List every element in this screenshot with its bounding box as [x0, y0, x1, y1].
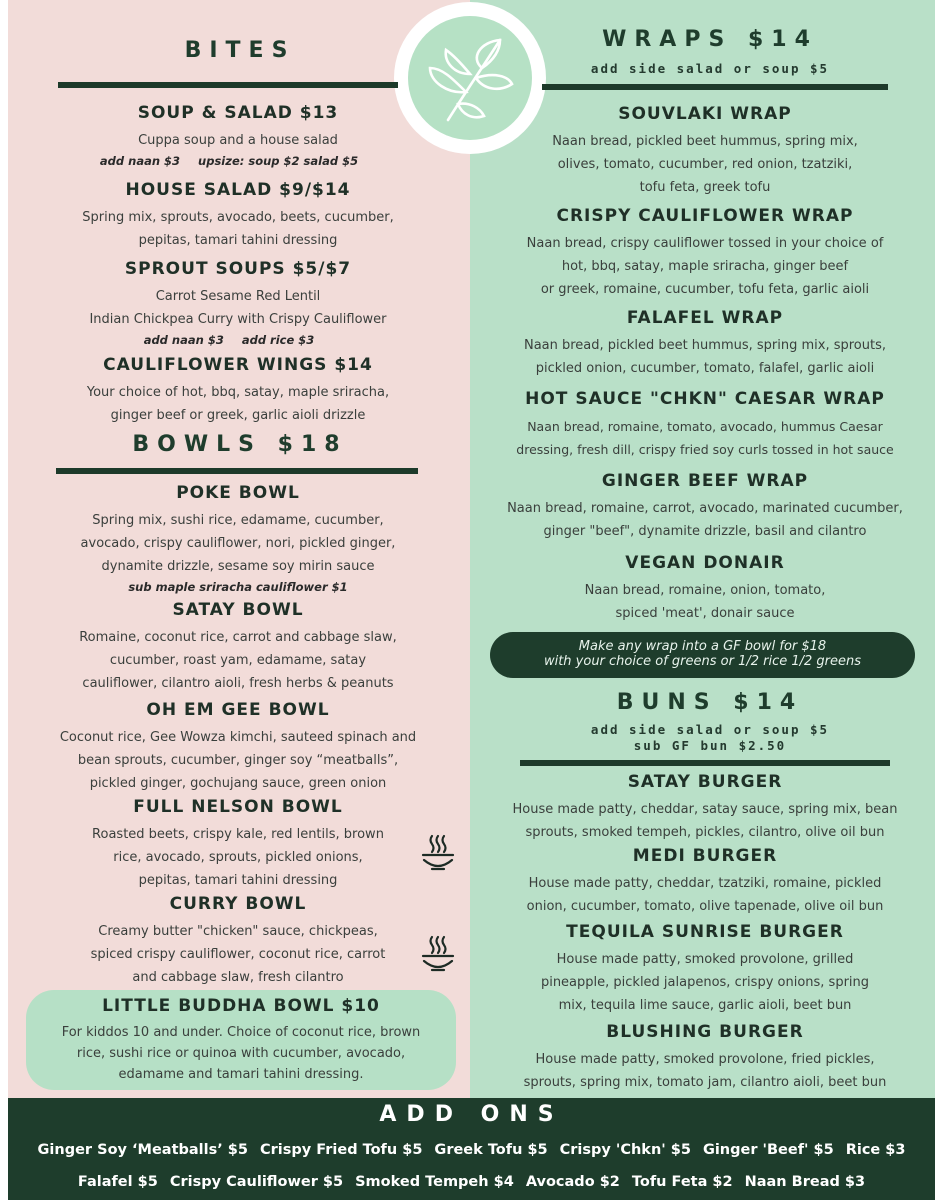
menu-item-ginger-beef-wrap	[482, 471, 928, 543]
item-desc: For kiddos 10 and under. Choice of coconut rice, brown rice, sushi rice or quinoa with cucumber, avocado, edamame and tamari tahini dressing.	[61, 1025, 421, 1082]
item-desc: Naan bread, romaine, tomato, avocado, hummus Caesar dressing, fresh dill, crispy fried soy curls tossed in hot sauce	[516, 419, 894, 457]
buns-subtitle: add side salad or soup $5 sub GF bun $2.50	[590, 722, 830, 753]
item-name: GINGER BEEF WRAP	[601, 471, 809, 491]
wraps-heading: WRAPS $14	[602, 27, 818, 52]
item-name: SOUVLAKI WRAP	[618, 104, 792, 124]
item-name: MEDI BURGER	[632, 846, 778, 866]
item-desc: Your choice of hot, bbq, satay, maple sriracha, ginger beef or greek, garlic aioli drizzle	[86, 385, 390, 423]
item-note: add naan $3 add rice $3	[143, 333, 315, 347]
menu-item-falafel-wrap	[482, 308, 928, 380]
item-name: BLUSHING BURGER	[606, 1022, 804, 1042]
item-name: VEGAN DONAIR	[625, 553, 785, 573]
item-desc: Naan bread, romaine, onion, tomato, spiced 'meat', donair sauce	[584, 583, 826, 621]
item-desc: Naan bread, romaine, carrot, avocado, marinated cucumber, ginger "beef", dynamite drizzle, basil and cilantro	[507, 501, 903, 539]
item-note: sub maple sriracha cauliflower $1	[128, 580, 348, 594]
item-desc: House made patty, smoked provolone, grilled pineapple, pickled jalapenos, crispy onions, spring mix, tequila lime sauce, garlic aioli, beet bun	[540, 952, 870, 1013]
item-desc: Cuppa soup and a house salad	[138, 133, 338, 148]
menu-item-medi-burger	[482, 846, 928, 918]
item-name: FALAFEL WRAP	[626, 308, 784, 328]
item-name: SATAY BOWL	[172, 600, 304, 620]
item-name: FULL NELSON BOWL	[133, 797, 343, 817]
menu-item-souvlaki-wrap	[482, 104, 928, 199]
menu-item-cauliflower-wings	[28, 355, 448, 427]
menu-item-blushing-burger	[482, 1022, 928, 1094]
item-name: CAULIFLOWER WINGS $14	[103, 355, 373, 375]
add-ons-row: Falafel $5 Crispy Cauliflower $5 Smoked Tempeh $4 Avocado $2 Tofu Feta $2 Naan Bread $3	[77, 1174, 866, 1190]
menu-item-satay-bowl	[18, 600, 458, 695]
menu-item-crispy-cauliflower-wrap	[482, 206, 928, 301]
item-desc: Spring mix, sushi rice, edamame, cucumber, avocado, crispy cauliflower, nori, pickled ginger, dynamite drizzle, sesame soy mirin sauce	[80, 513, 396, 574]
menu-item-satay-burger	[482, 772, 928, 844]
item-name: OH EM GEE BOWL	[146, 700, 330, 720]
wraps-subtitle: add side salad or soup $5	[590, 61, 830, 76]
buns-heading: BUNS $14	[616, 690, 804, 715]
item-name: HOUSE SALAD $9/$14	[125, 180, 351, 200]
item-desc: Spring mix, sprouts, avocado, beets, cucumber, pepitas, tamari tahini dressing	[82, 210, 394, 248]
bowls-rule	[56, 468, 418, 474]
item-name: LITTLE BUDDHA BOWL $10	[102, 996, 380, 1016]
menu-item-poke-bowl	[18, 483, 458, 597]
item-name: TEQUILA SUNRISE BURGER	[566, 922, 844, 942]
add-ons-row: Ginger Soy ‘Meatballs’ $5 Crispy Fried Tofu $5 Greek Tofu $5 Crispy 'Chkn' $5 Ginger 'Beef' $5 Rice $3	[37, 1142, 906, 1158]
item-name: CRISPY CAULIFLOWER WRAP	[556, 206, 854, 226]
item-desc: House made patty, cheddar, tzatziki, romaine, pickled onion, cucumber, tomato, olive tapenade, olive oil bun	[526, 876, 884, 914]
hot-bowl-icon	[420, 832, 456, 872]
gf-bowl-callout: Make any wrap into a GF bowl for $18 with your choice of greens or 1/2 rice 1/2 greens	[490, 632, 915, 678]
menu-item-oh-em-gee-bowl	[18, 700, 458, 795]
add-ons-heading: ADD ONS	[379, 1102, 564, 1127]
item-desc: Naan bread, pickled beet hummus, spring mix, sprouts, pickled onion, cucumber, tomato, falafel, garlic aioli	[523, 338, 887, 376]
item-note: add naan $3 upsize: soup $2 salad $5	[99, 154, 359, 168]
item-desc: Creamy butter "chicken" sauce, chickpeas, spiced crispy cauliflower, coconut rice, carrot and cabbage slaw, fresh cilantro	[90, 924, 386, 985]
item-desc: House made patty, cheddar, satay sauce, spring mix, bean sprouts, smoked tempeh, pickles, cilantro, olive oil bun	[512, 802, 898, 840]
buns-rule	[520, 760, 890, 766]
item-name: POKE BOWL	[176, 483, 300, 503]
add-ons-bar	[8, 1098, 935, 1200]
item-desc: Coconut rice, Gee Wowza kimchi, sauteed spinach and bean sprouts, cucumber, ginger soy “meatballs”, pickled ginger, gochujang sauce, green onion	[59, 730, 417, 791]
hot-bowl-icon	[420, 933, 456, 973]
bites-heading: BITES	[184, 38, 296, 63]
item-name: SATAY BURGER	[627, 772, 783, 792]
menu-item-sprout-soups	[28, 259, 448, 350]
item-name: HOT SAUCE "CHKN" CAESAR WRAP	[525, 389, 885, 409]
bowls-heading: BOWLS $18	[132, 432, 348, 457]
item-name: SOUP & SALAD $13	[137, 103, 339, 123]
item-desc: Romaine, coconut rice, carrot and cabbage slaw, cucumber, roast yam, edamame, satay cauliflower, cilantro aioli, fresh herbs & peanuts	[79, 630, 397, 691]
menu-item-house-salad	[28, 180, 448, 252]
wraps-rule	[542, 84, 888, 90]
menu-item-tequila-sunrise-burger	[482, 922, 928, 1017]
menu-item-soup-salad	[28, 103, 448, 171]
item-name: CURRY BOWL	[169, 894, 307, 914]
menu-item-hot-sauce-chkn-caesar-wrap	[482, 389, 928, 461]
menu-item-curry-bowl	[18, 894, 458, 989]
menu-item-full-nelson-bowl	[18, 797, 458, 892]
item-desc: Carrot Sesame Red Lentil Indian Chickpea Curry with Crispy Cauliflower	[89, 289, 387, 327]
item-desc: House made patty, smoked provolone, fried pickles, sprouts, spring mix, tomato jam, cilantro aioli, beet bun	[523, 1052, 887, 1090]
item-desc: Naan bread, crispy cauliflower tossed in your choice of hot, bbq, satay, maple sriracha, ginger beef or greek, romaine, cucumber, tofu feta, garlic aioli	[526, 236, 884, 297]
bites-rule	[58, 82, 398, 88]
item-desc: Naan bread, pickled beet hummus, spring mix, olives, tomato, cucumber, red onion, tzatziki, tofu feta, greek tofu	[552, 134, 858, 195]
menu-item-vegan-donair	[482, 553, 928, 625]
item-desc: Roasted beets, crispy kale, red lentils, brown rice, avocado, sprouts, pickled onions, pepitas, tamari tahini dressing	[92, 827, 384, 888]
item-name: SPROUT SOUPS $5/$7	[124, 259, 352, 279]
menu-item-little-buddha-bowl	[26, 996, 456, 1085]
